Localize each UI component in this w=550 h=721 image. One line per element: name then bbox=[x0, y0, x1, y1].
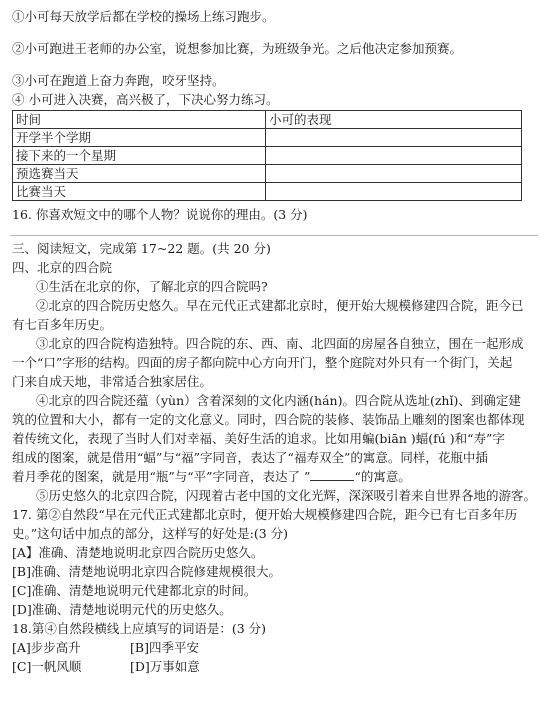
table-row bbox=[13, 183, 522, 201]
paragraph-5: ⑤历史悠久的北京四合院，闪现着古老中国的文化光辉，深深吸引着来自世界各地的游客。 bbox=[36, 488, 537, 503]
table-row bbox=[13, 165, 522, 183]
paragraph-1: ①生活在北京的你，了解北京的四合院吗? bbox=[36, 279, 268, 294]
question-17-option-b[interactable]: [B]准确、清楚地说明北京四合院修建规模很大。 bbox=[12, 564, 281, 579]
table-header-cell: 时间 bbox=[13, 111, 266, 129]
option-4: ④ 小可进入决赛，高兴极了，下决心努力练习。 bbox=[12, 92, 279, 107]
answer-cell[interactable] bbox=[266, 129, 522, 147]
answer-cell[interactable] bbox=[266, 183, 522, 201]
paragraph-4-line-4: 组成的图案，就是借用“蝠”与“福”字同音，表达了“福寿双全”的寓意。同样，花瓶中插 bbox=[12, 450, 488, 465]
question-17-option-c[interactable]: [C]准确、清楚地说明元代建都北京的时间。 bbox=[12, 583, 257, 598]
fill-in-blank[interactable] bbox=[310, 468, 354, 481]
answer-cell[interactable] bbox=[266, 165, 522, 183]
paragraph-4-text-end: “的寓意。 bbox=[354, 469, 411, 484]
paragraph-3-line-1: ③北京的四合院构造独特。四合院的东、西、南、北四面的房屋各自独立，围在一起形成 bbox=[36, 336, 524, 351]
section-heading: 三、阅读短文，完成第 17~22 题。(共 20 分) bbox=[12, 241, 271, 256]
table-header-cell: 小可的表现 bbox=[266, 111, 522, 129]
answer-table bbox=[12, 110, 522, 201]
paragraph-3-line-3: 门来自成天地，非常适合独家居住。 bbox=[12, 374, 213, 389]
table-cell: 开学半个学期 bbox=[13, 129, 266, 147]
option-1: ①小可每天放学后都在学校的操场上练习跑步。 bbox=[12, 9, 275, 24]
question-18-option-b[interactable]: [B]四季平安 bbox=[130, 640, 199, 655]
paragraph-2-line-1: ②北京的四合院历史悠久。早在元代正式建都北京时，便开始大规模修建四合院，距今已 bbox=[36, 298, 524, 313]
question-17-option-a[interactable]: [A】准确、清楚地说明北京四合院历史悠久。 bbox=[12, 545, 264, 560]
paragraph-4-line-1: ④北京的四合院还蕴（yùn）含着深刻的文化内涵(hán)。四合院从选址(zhǐ)、到确定建 bbox=[36, 393, 521, 408]
question-16: 16. 你喜欢短文中的哪个人物？说说你的理由。(3 分) bbox=[12, 207, 308, 222]
table-cell: 接下来的一个星期 bbox=[13, 147, 266, 165]
question-18-option-d[interactable]: [D]万事如意 bbox=[130, 659, 200, 674]
option-2: ②小可跑进王老师的办公室，说想参加比赛，为班级争光。之后他决定参加预赛。 bbox=[12, 41, 463, 56]
table-row bbox=[13, 147, 522, 165]
table-cell: 比赛当天 bbox=[13, 183, 266, 201]
paragraph-4-line-2: 筑的位置和大小，都有一定的文化意义。同时，四合院的装修、装饰品上雕刻的图案也都体现 bbox=[12, 412, 525, 427]
option-3: ③小可在跑道上奋力奔跑，咬牙坚持。 bbox=[12, 73, 225, 88]
question-18-option-c[interactable]: [C]一帆风顺 bbox=[12, 659, 82, 674]
paragraph-4-text: 着月季花的图案，就是用“瓶”与“平”字同音，表达了 ” bbox=[12, 469, 311, 484]
passage-title: 四、北京的四合院 bbox=[12, 260, 113, 275]
question-17-option-d[interactable]: [D]准确、清楚地说明元代的历史悠久。 bbox=[12, 602, 232, 617]
question-18-option-a[interactable]: [A]步步高升 bbox=[12, 640, 81, 655]
divider bbox=[10, 235, 538, 236]
question-17-stem-line-1: 17. 第②自然段“早在元代正式建都北京时，便开始大规模修建四合院，距今已有七百多年历 bbox=[12, 507, 518, 522]
answer-cell[interactable] bbox=[266, 147, 522, 165]
table-cell: 预选赛当天 bbox=[13, 165, 266, 183]
paragraph-4-line-5 bbox=[12, 468, 536, 486]
question-18-stem: 18.第④自然段横线上应填写的词语是：(3 分) bbox=[12, 621, 267, 636]
paragraph-3-line-2: 一个“口”字形的结构。四面的房子都向院中心方向开门，整个庭院对外只有一个街门，关起 bbox=[12, 355, 513, 370]
table-header-row bbox=[13, 111, 522, 129]
question-17-stem-line-2: 史。”这句话中加点的部分，这样写的好处是:(3 分) bbox=[12, 526, 289, 541]
table-row bbox=[13, 129, 522, 147]
paragraph-2-line-2: 有七百多年历史。 bbox=[12, 317, 113, 332]
paragraph-4-line-3: 着传统文化，表现了当时人们对幸福、美好生活的追求。比如用蝙(biān )蝠(fú )和“寿”字 bbox=[12, 431, 505, 446]
